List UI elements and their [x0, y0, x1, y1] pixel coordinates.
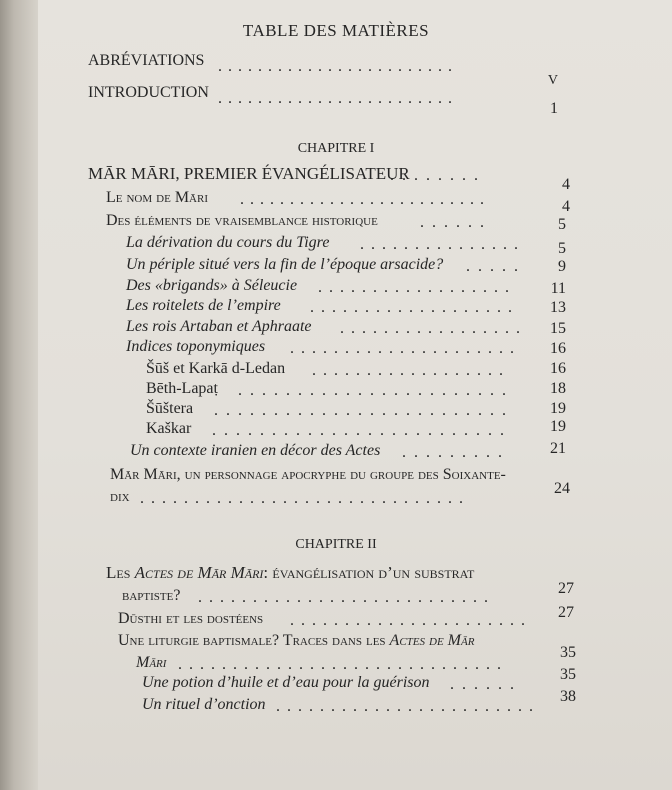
toc-item-liturgie-italic: Actes de Mār — [389, 632, 475, 649]
intro-label: INTRODUCTION — [88, 84, 209, 101]
toc-page-personnage-apocryphe: 24 — [554, 480, 570, 497]
toc-dots-derivation-tigre: . . . . . . . . . . . . . . . — [360, 236, 520, 253]
toc-page-liturgie: 35 — [560, 644, 576, 661]
toc-page-potion: 35 — [560, 666, 576, 683]
toc-page-periple: 9 — [558, 258, 566, 275]
toc-item-personnage-apocryphe-line2: dix — [110, 488, 130, 505]
toc-item-nom-de-mari: Le nom de Māri — [106, 189, 208, 206]
toc-page-derivation-tigre: 5 — [558, 240, 566, 257]
toc-dots-liturgie: . . . . . . . . . . . . . . . . . . . . . . . . . . . . . . — [178, 656, 503, 673]
toc-page-contexte-iranien: 21 — [550, 440, 566, 457]
toc-dots-personnage-apocryphe: . . . . . . . . . . . . . . . . . . . . . . . . . . . . . . — [140, 490, 465, 507]
abbrev-dots: . . . . . . . . . . . . . . . . . . . . . . . . — [218, 58, 453, 75]
chapter-2-heading: CHAPITRE II — [295, 537, 377, 552]
toc-page-nom-de-mari: 4 — [562, 198, 570, 215]
toc-item-roitelets: Les roitelets de l’empire — [126, 297, 281, 314]
chapter-1-heading: CHAPITRE I — [297, 141, 375, 156]
toc-dots-onction: . . . . . . . . . . . . . . . . . . . . . . . . — [276, 698, 535, 715]
chapter-2-title-italic: Actes de Mār Māri — [134, 563, 264, 582]
toc-page-dusthi: 27 — [558, 604, 574, 621]
toc-item-liturgie-pre: Une liturgie baptismale? Traces dans les — [118, 632, 390, 649]
chapter-2-title-line2: baptiste? — [122, 587, 181, 604]
toc-dots-sus-karka: . . . . . . . . . . . . . . . . . . — [312, 362, 505, 379]
toc-item-rois-artaban: Les rois Artaban et Aphraate — [126, 318, 312, 335]
toc-dots-rois-artaban: . . . . . . . . . . . . . . . . . — [340, 320, 522, 337]
chapter-2-title-pre: Les — [106, 563, 135, 582]
toc-item-indices-toponymiques: Indices toponymiques — [126, 338, 266, 355]
toc-item-dusthi: Dūsthi et les dostéens — [118, 610, 264, 627]
toc-item-personnage-apocryphe: Mār Māri, un personnage apocryphe du groupe des Soixante- — [110, 466, 506, 483]
chapter-2-title-dots: . . . . . . . . . . . . . . . . . . . . . . . . . . . — [198, 589, 490, 606]
chapter-1-title-dots: . . . . . . . . — [390, 167, 480, 184]
toc-item-liturgie-line2: Māri — [136, 654, 167, 671]
toc-item-liturgie — [118, 632, 474, 650]
toc-item-sustera: Šūštera — [146, 400, 194, 417]
toc-dots-brigands: . . . . . . . . . . . . . . . . . . — [318, 279, 511, 296]
chapter-1-title: MĀR MĀRI, PREMIER ÉVANGÉLISATEUR — [88, 164, 410, 183]
toc-dots-contexte-iranien: . . . . . . . . . — [402, 444, 504, 461]
chapter-2-title-post: : évangélisation d’un substrat — [263, 563, 475, 582]
toc-title: TABLE DES MATIÈRES — [242, 21, 430, 40]
toc-dots-nom-de-mari: . . . . . . . . . . . . . . . . . . . . . . . . . — [240, 191, 485, 208]
toc-page-roitelets: 13 — [550, 299, 566, 316]
toc-dots-vraisemblance: . . . . . . — [420, 214, 486, 231]
chapter-2-title — [106, 564, 474, 582]
toc-page-beth-lapat: 18 — [550, 380, 566, 397]
toc-dots-periple: . . . . . — [466, 258, 520, 275]
intro-page: 1 — [550, 100, 558, 117]
toc-item-onction: Un rituel d’onction — [142, 696, 266, 713]
toc-item-periple: Un périple situé vers la fin de l’époque arsacide? — [126, 256, 444, 273]
toc-dots-dusthi: . . . . . . . . . . . . . . . . . . . . . . — [290, 612, 527, 629]
toc-dots-kaskar: . . . . . . . . . . . . . . . . . . . . . . . . . — [212, 422, 506, 439]
toc-dots-potion: . . . . . . — [450, 676, 516, 693]
abbrev-page: V — [547, 73, 558, 88]
toc-page-kaskar: 19 — [550, 418, 566, 435]
toc-dots-roitelets: . . . . . . . . . . . . . . . . . . . — [310, 299, 514, 316]
toc-dots-sustera: . . . . . . . . . . . . . . . . . . . . . . . . . — [214, 402, 508, 419]
toc-dots-indices-toponymiques: . . . . . . . . . . . . . . . . . . . . . — [290, 340, 516, 357]
toc-page-rois-artaban: 15 — [550, 320, 566, 337]
toc-item-brigands: Des «brigands» à Séleucie — [126, 277, 298, 294]
toc-page-sustera: 19 — [550, 400, 566, 417]
toc-item-beth-lapat: Bēth-Lapaṭ — [146, 380, 218, 397]
page-gutter-shadow — [0, 0, 40, 790]
toc-page-brigands: 11 — [550, 280, 566, 297]
toc-item-sus-karka: Šūš et Karkā d-Ledan — [146, 360, 286, 377]
chapter-1-title-page: 4 — [562, 176, 570, 193]
chapter-2-title-page: 27 — [558, 580, 574, 597]
abbrev-label: ABRÉVIATIONS — [88, 52, 205, 69]
toc-page-indices-toponymiques: 16 — [550, 340, 566, 357]
toc-item-derivation-tigre: La dérivation du cours du Tigre — [126, 234, 330, 251]
intro-dots: . . . . . . . . . . . . . . . . . . . . . . . . — [218, 90, 453, 107]
toc-item-kaskar: Kaškar — [146, 420, 192, 437]
toc-page-onction: 38 — [560, 688, 576, 705]
toc-item-potion: Une potion d’huile et d’eau pour la guérison — [142, 674, 430, 691]
toc-item-vraisemblance: Des éléments de vraisemblance historique — [106, 212, 378, 229]
toc-page-sus-karka: 16 — [550, 360, 566, 377]
toc-dots-beth-lapat: . . . . . . . . . . . . . . . . . . . . . . . — [238, 382, 508, 399]
toc-item-contexte-iranien: Un contexte iranien en décor des Actes — [130, 442, 381, 459]
toc-page-vraisemblance: 5 — [558, 216, 566, 233]
